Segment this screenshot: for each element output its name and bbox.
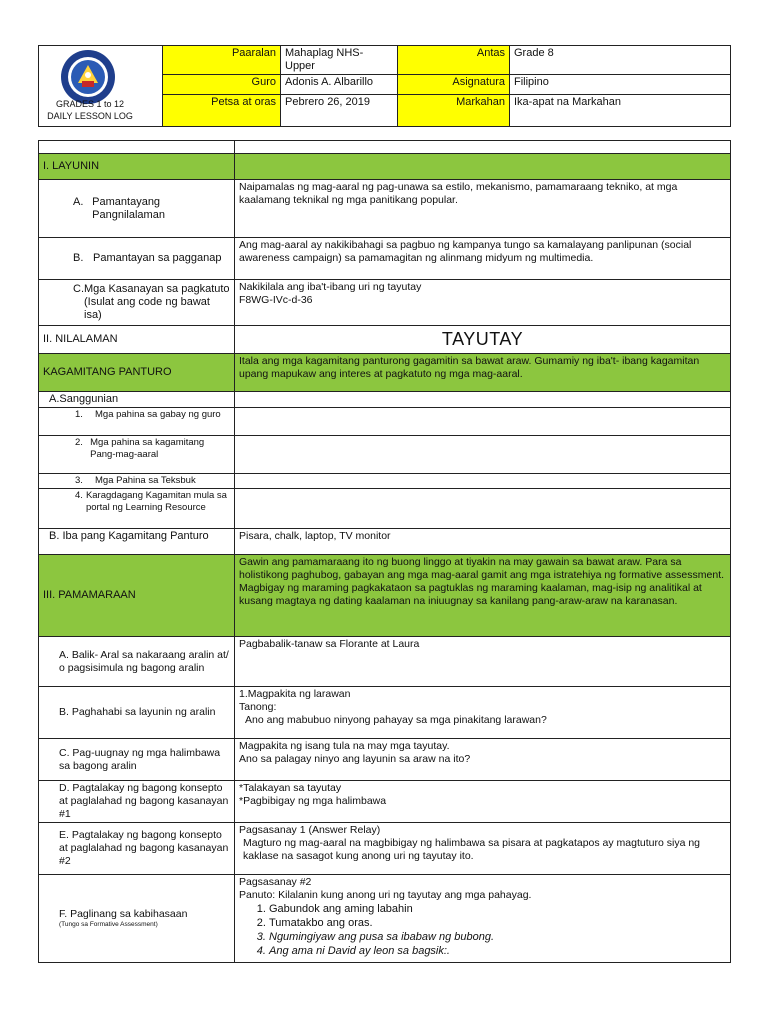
pamantayang-text: Naipamalas ng mag-aaral ng pag-unawa sa estilo, mekanismo, pamamaraang tekniko, at mga kaalamang teknikal ng mga panitikang popular. [235, 180, 731, 238]
teacher-label: Guro [163, 75, 281, 95]
row-a-label: A. Balik- Aral sa nakaraang aralin at/ o pagsisimula ng bagong aralin [39, 637, 235, 687]
sanggunian-4: 4. Karagdagang Kagamitan mula sa portal ng Learning Resource [39, 489, 235, 529]
layunin-heading: I. LAYUNIN [39, 154, 235, 180]
row-b-label: B. Paghahabi sa layunin ng aralin [39, 687, 235, 739]
row-e-text: Pagsasanay 1 (Answer Relay) Magturo ng mag-aaral na magbibigay ng halimbawa sa pisara at pagkatapos ay magtuturo siya ng kaklase na sasagot kung anong uri ng tayutay ito. [235, 823, 731, 875]
exercise-item: 1. Gabundok ang aming labahin [269, 902, 726, 916]
row-b-text: 1.Magpakita ng larawan Tanong: Ano ang mabubuo ninyong pahayay sa mga pinakitang larawan? [235, 687, 731, 739]
row-d-label: D. Pagtalakay ng bagong konsepto at paglalahad ng bagong kasanayan #1 [39, 781, 235, 823]
header-table [38, 45, 731, 127]
subject-label: Asignatura [398, 75, 510, 95]
exercise-list [239, 902, 726, 958]
kasanayan-label: C. Mga Kasanayan sa pagkatuto (Isulat ang code ng bawat isa) [39, 280, 235, 326]
teacher-value: Adonis A. Albarillo [281, 75, 398, 95]
row-a-text: Pagbabalik-tanaw sa Florante at Laura [235, 637, 731, 687]
date-label: Petsa at oras [163, 95, 281, 127]
pagganap-text: Ang mag-aaral ay nakikibahagi sa pagbuo ng kampanya tungo sa kamalayang panlipunan (social awareness campaign) sa pamamagitan ng alinmang midyum ng multimedia. [235, 238, 731, 280]
kagamitang-label: KAGAMITANG PANTURO [39, 354, 235, 392]
pamamaraan-label: III. PAMAMARAAN [39, 555, 235, 637]
pamantayang-label: A. Pamantayang Pangnilalaman [39, 180, 235, 238]
nilalaman-title: TAYUTAY [235, 326, 731, 354]
quarter-value: Ika-apat na Markahan [510, 95, 731, 127]
grades-line2: DAILY LESSON LOG [47, 111, 133, 121]
main-table [38, 140, 731, 963]
grades-line1: GRADES 1 to 12 [55, 99, 125, 109]
grade-label: Antas [398, 46, 510, 75]
sanggunian-label: A.Sanggunian [39, 392, 235, 408]
quarter-label: Markahan [398, 95, 510, 127]
date-value: Pebrero 26, 2019 [281, 95, 398, 127]
school-label: Paaralan [163, 46, 281, 75]
row-d-text: *Talakayan sa tayutay *Pagbibigay ng mga halimbawa [235, 781, 731, 823]
grades-label [40, 98, 140, 122]
kagamitang-text: Itala ang mga kagamitang panturong gagamitin sa bawat araw. Gumamiy ng iba't- ibang kagamitan upang mapukaw ang interes at pagkatuto ng mga mag-aaral. [235, 354, 731, 392]
deped-seal-icon [60, 49, 116, 105]
sanggunian-3: 3. Mga Pahina sa Teksbuk [39, 474, 235, 489]
exercise-item: 2. Tumatakbo ang oras. [269, 916, 726, 930]
row-c-text: Magpakita ng isang tula na may mga tayutay. Ano sa palagay ninyo ang layunin sa araw na ito? [235, 739, 731, 781]
nilalaman-label: II. NILALAMAN [39, 326, 235, 354]
exercise-item: 3. Ngumingiyaw ang pusa sa ibabaw ng bubong. [269, 930, 726, 944]
exercise-item: 4. Ang ama ni David ay leon sa bagsik:. [269, 944, 726, 958]
school-value: Mahaplag NHS-Upper [281, 46, 398, 75]
iba-label: B. Iba pang Kagamitang Panturo [39, 529, 235, 555]
row-f-label: F. Paglinang sa kabihasaan (Tungo sa Formative Assessment) [39, 875, 235, 963]
kasanayan-text: Nakikilala ang iba't-ibang uri ng tayutay F8WG-IVc-d-36 [235, 280, 731, 326]
grade-value: Grade 8 [510, 46, 731, 75]
row-f-text: Pagsasanay #2 Panuto: Kilalanin kung anong uri ng tayutay ang mga pahayag. 1. Gabundok ang aming labahin 2. Tumatakbo ang oras. 3. Ngumingiyaw ang pusa sa ibabaw ng bubong. 4. Ang ama ni David ay leon sa bagsik:. [235, 875, 731, 963]
row-c-label: C. Pag-uugnay ng mga halimbawa sa bagong aralin [39, 739, 235, 781]
sanggunian-1: 1. Mga pahina sa gabay ng guro [39, 408, 235, 436]
row-e-label: E. Pagtalakay ng bagong konsepto at paglalahad ng bagong kasanayan #2 [39, 823, 235, 875]
subject-value: Filipino [510, 75, 731, 95]
iba-text: Pisara, chalk, laptop, TV monitor [235, 529, 731, 555]
sanggunian-2: 2. Mga pahina sa kagamitang Pang-mag-aaral [39, 436, 235, 474]
pamamaraan-text: Gawin ang pamamaraang ito ng buong linggo at tiyakin na may gawain sa bawat araw. Para sa holistikong paghubog, gabayan ang mga mag-aaral gamit ang mga istratehiya ng formative assessment. Magbigay ng maraming pagkakataon sa pagtuklas ng maraming kaalaman, mag-isip ng analitikal at kusang magtaya ng dating kaalaman na iniuugnay sa kanilang pang-araw-araw na karanasan. [235, 555, 731, 637]
pagganap-label: B. Pamantayan sa pagganap [39, 238, 235, 280]
